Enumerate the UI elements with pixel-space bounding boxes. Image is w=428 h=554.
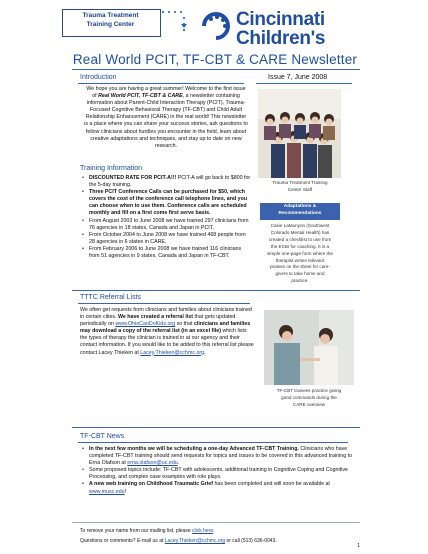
intro-paragraph: We hope you are having a great summer! Welcome to the first issue of Real World PCIT, TF-CBT & CARE, a newsletter containing information about Parent-Child Interaction Therapy (PCIT), Trauma-Focused Cognitive Behavioral Therapy (TF-CBT) and Child Adult Relationship Enhancement (CARE) in the real world! This newsletter is a place where you can share your success stories, ask questions to fellow clinicians about hurdles you encounter in the field, learn about creative adaptations and techniques, and stay up to date on new research.: [84, 86, 248, 149]
referral-divider: [78, 303, 250, 304]
contact-email-link[interactable]: Lacey.Thieken@cchmc.org: [164, 538, 226, 544]
list-item: • From August 2003 to June 2008 we have trained 297 clinicians from 76 agencies in 18 states, Canada and Japan in PCIT.: [89, 218, 252, 232]
section-divider: [72, 290, 360, 291]
arrow-down-icon: [181, 24, 187, 28]
footer-line-1: To remove your name from our mailing list, please click here.: [80, 528, 215, 534]
logo-text-line2: Children's: [236, 28, 326, 49]
staff-caption: Trauma Treatment Training Center Staff: [272, 180, 328, 192]
adaptations-text: Casie LaMunyon (Southwest Colorado Mental Health) has created a checklist to use from the ECBI for coaching. It is a simple one-page form where the therapist writes relevant praises on the sheet for care- givers to take home and practice.: [267, 223, 333, 284]
training-list: [80, 175, 252, 260]
training-caption: TF-CBT trainees practice giving good commands during the CARE overview: [276, 388, 342, 407]
list-item: • DISCOUNTED RATE FOR PCIT-A!!! PCIT-A will go back to $800 for the 5-day training.: [89, 175, 252, 189]
list-item: • From October 2004 to June 2008 we have trained 468 people from 28 agencies in 6 states in CARE.: [89, 232, 252, 246]
referral-paragraph: We often get requests from clinicians and families about clinicians trained in certain cities. We have created a referral list that gets updated periodically on www.OhioCanDoKids.org so that clinicians and families may download a copy of the referral list (in an excel file) which lists the types of therapy the clinician is trained in at our agency and their contact information. If you would like to be added to this referral list please contact Lacey Thieken at Lacey.Thieken@cchmc.org.: [80, 307, 254, 356]
footer-divider: [72, 522, 360, 523]
title-divider: [72, 69, 360, 70]
list-item: • From February 2006 to June 2008 we have trained 116 clinicians from 51 agencies in 9 states, Canada and Japan in TF-CBT.: [89, 246, 252, 260]
section-divider: [72, 427, 360, 428]
decorative-dots: [160, 8, 190, 38]
training-heading: Training Information: [80, 165, 142, 172]
email-link[interactable]: Lacey.Thieken@cchmc.org: [140, 349, 205, 356]
adaptations-box: Adaptations & Recommendations: [260, 203, 340, 220]
tfcbt-heading: TF-CBT News: [80, 433, 125, 440]
header-title: Trauma Treatment Training Center: [82, 12, 139, 28]
list-item: • Some proposed topics include: TF-CBT with adolescents, additional training in Cognitive Coping and Cognitive Processing, and complex case examples with role plays.: [89, 467, 358, 481]
email-link[interactable]: erna.olafson@uc.edu: [127, 460, 178, 467]
unsubscribe-link[interactable]: click here: [192, 528, 214, 534]
web-link[interactable]: www.musc.edu: [89, 488, 125, 495]
list-item: • A new web training on Childhood Traumatic Grief has been completed and will soon be available at www.musc.edu!: [89, 481, 358, 495]
intro-heading: Introduction: [80, 74, 117, 81]
logo-mark-icon: [198, 8, 234, 44]
newsletter-title: Real World PCIT, TF-CBT & CARE Newsletter: [72, 52, 358, 67]
tfcbt-list: [80, 446, 358, 496]
footer-line-2: Questions or comments? E-mail us at Lacey.Thieken@cchmc.org or call (513) 636-0043.: [80, 538, 277, 544]
issue-divider: [256, 83, 352, 84]
tfcbt-divider: [78, 442, 348, 443]
referral-heading: TTTC Referral Lists: [80, 294, 142, 301]
logo-text-line1: Cincinnati: [236, 9, 325, 30]
page-number: 1: [357, 543, 360, 549]
issue-label: Issue 7, June 2008: [268, 74, 328, 81]
training-photo: [264, 310, 354, 385]
intro-divider: [78, 83, 244, 84]
staff-photo: [258, 89, 341, 178]
list-item: • In the next few months we will be scheduling a one-day Advanced TF-CBT Training. Clinicians who have completed TF-CBT training should send requests for topics and issues to be covered in this advanced training to Erna Olafson at erna.olafson@uc.edu.: [89, 446, 358, 467]
referral-list-link[interactable]: www.OhioCanDoKids.org: [115, 321, 176, 328]
list-item: • Three PCIT Conference Calls can be purchased for $50, which covers the cost of the conference call telephone lines, and you can choose when to use them. Conference calls are scheduled monthly and fill on a first come first serve basis.: [89, 189, 252, 217]
